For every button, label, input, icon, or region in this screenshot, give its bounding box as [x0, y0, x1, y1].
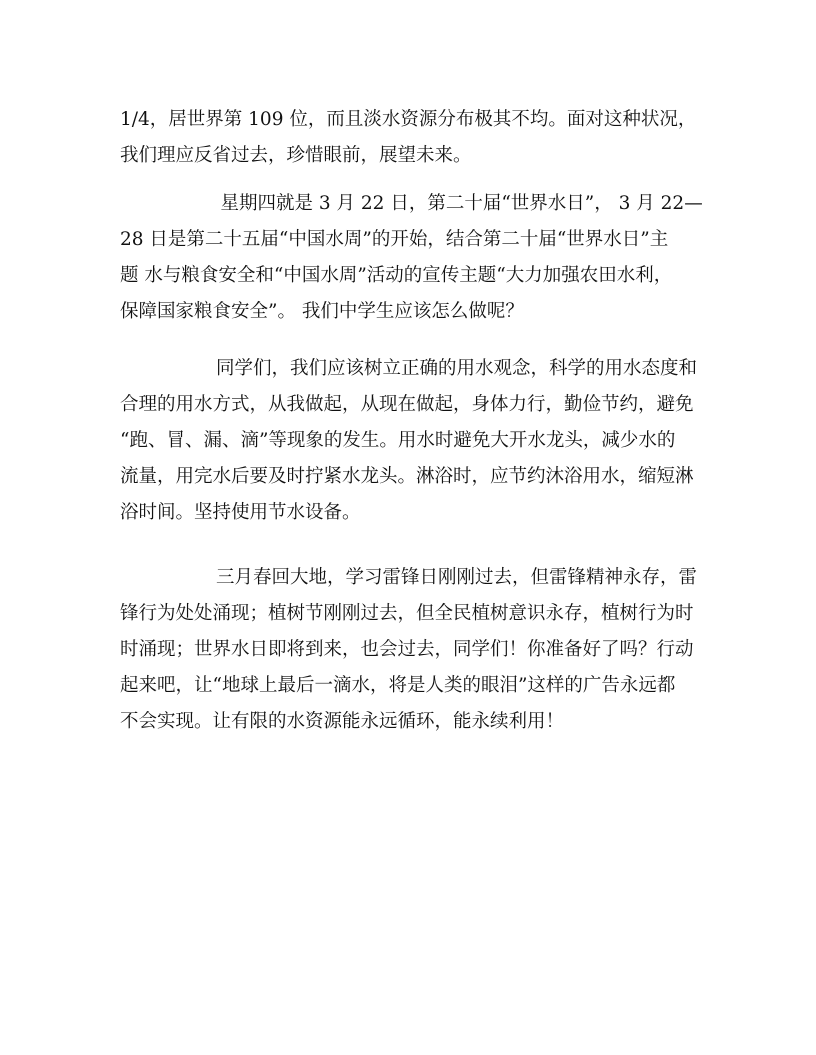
paragraph-line: 1/4，居世界第 109 位，而且淡水资源分布极其不均。面对这种状况， [120, 109, 697, 130]
paragraph-line: 保障国家粮食安全”。 我们中学生应该怎么做呢？ [120, 301, 524, 322]
paragraph-line: 不会实现。让有限的水资源能永远循环，能永续利用！ [120, 711, 565, 732]
paragraph-line: 同学们，我们应该树立正确的用水观念，科学的用水态度和 [216, 358, 698, 379]
paragraph-line: 题 水与粮食安全和“中国水周”活动的宣传主题“大力加强农田水利， [120, 265, 673, 286]
paragraph-line: “跑、冒、漏、滴”等现象的发生。用水时避免大开水龙头，减少水的 [120, 430, 676, 451]
paragraph-line: 合理的用水方式，从我做起，从现在做起，身体力行，勤俭节约，避免 [120, 394, 694, 415]
paragraph-line: 锋行为处处涌现；植树节刚刚过去，但全民植树意识永存，植树行为时 [120, 603, 694, 624]
paragraph-line: 28 日是第二十五届“中国水周”的开始，结合第二十届“世界水日”主 [120, 229, 669, 250]
paragraph-line: 星期四就是 3 月 22 日，第二十届“世界水日”， 3 月 22— [202, 193, 703, 214]
paragraph-line: 起来吧，让“地球上最后一滴水，将是人类的眼泪”这样的广告永远都 [120, 675, 676, 696]
paragraph-line: 三月春回大地，学习雷锋日刚刚过去，但雷锋精神永存，雷 [216, 567, 698, 588]
paragraph-line: 时涌现；世界水日即将到来，也会过去，同学们！你准备好了吗？行动 [120, 639, 694, 660]
paragraph-line: 我们理应反省过去，珍惜眼前，展望未来。 [120, 145, 472, 166]
paragraph-line: 流量，用完水后要及时拧紧水龙头。淋浴时，应节约沐浴用水，缩短淋 [120, 466, 694, 487]
paragraph-line: 浴时间。坚持使用节水设备。 [120, 502, 361, 523]
